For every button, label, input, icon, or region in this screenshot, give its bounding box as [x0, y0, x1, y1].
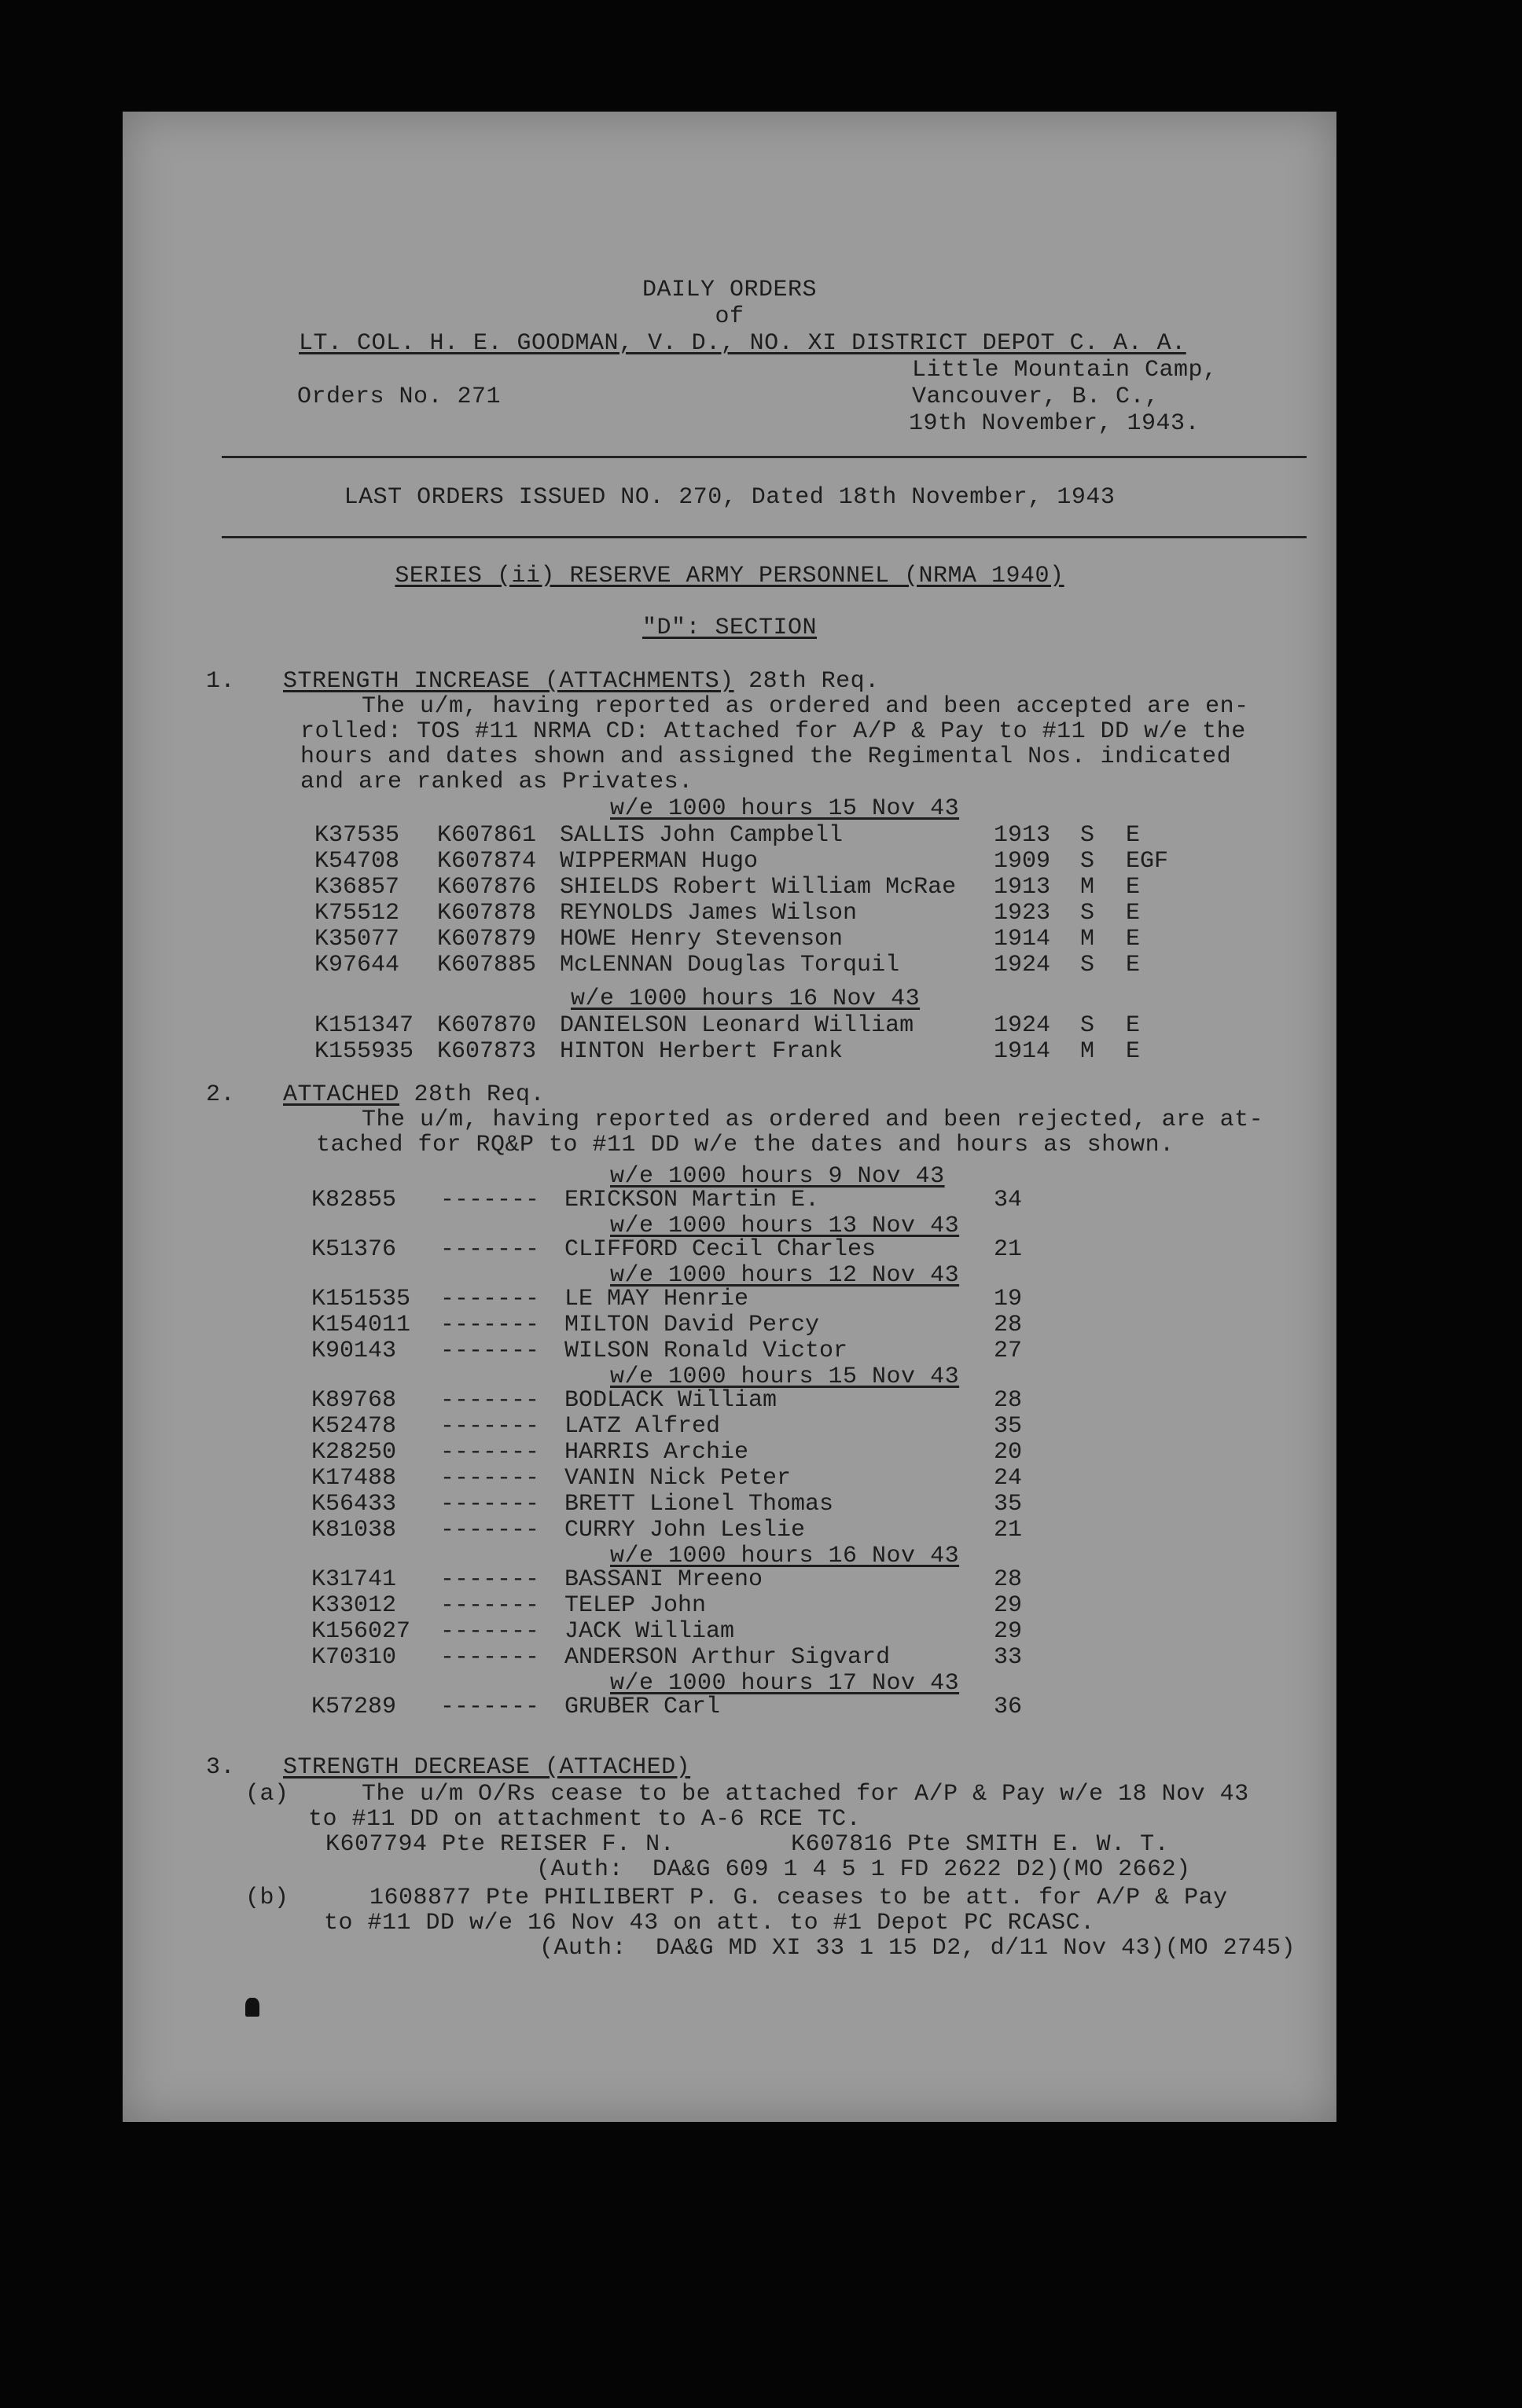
- old-number: K31741: [311, 1566, 397, 1593]
- age: 28: [994, 1312, 1023, 1338]
- dash-filler: -------: [440, 1413, 540, 1440]
- person-name: WIPPERMAN Hugo: [560, 848, 759, 875]
- category: E: [1126, 926, 1141, 953]
- item-3-heading: STRENGTH DECREASE (ATTACHED): [283, 1754, 691, 1781]
- table-row: [123, 874, 1336, 901]
- birth-year: 1909: [994, 848, 1051, 875]
- old-number: K17488: [311, 1465, 397, 1492]
- birth-year: 1923: [994, 900, 1051, 927]
- table-row: [123, 1236, 1336, 1263]
- old-number: K151347: [314, 1012, 414, 1039]
- table-row: [123, 1387, 1336, 1414]
- table-row: [123, 1038, 1336, 1065]
- person-name: ERICKSON Martin E.: [564, 1187, 820, 1213]
- old-number: K37535: [314, 822, 400, 849]
- old-number: K89768: [311, 1387, 397, 1414]
- old-number: K151535: [311, 1286, 411, 1312]
- attached-group-header: w/e 1000 hours 9 Nov 43: [610, 1163, 945, 1190]
- table-row: [123, 1439, 1336, 1466]
- item-3a-line: to #11 DD on attachment to A-6 RCE TC.: [308, 1806, 862, 1833]
- item-2-para-line: The u/m, having reported as ordered and been rejected, are at-: [362, 1107, 1264, 1133]
- item-3a-line: The u/m O/Rs cease to be attached for A/P & Pay w/e 18 Nov 43: [362, 1781, 1249, 1808]
- dash-filler: -------: [440, 1592, 540, 1619]
- item-1-para-line: The u/m, having reported as ordered and been accepted are en-: [362, 693, 1249, 720]
- item-2-heading: ATTACHED: [283, 1081, 400, 1108]
- age: 28: [994, 1566, 1023, 1593]
- attached-group-header: w/e 1000 hours 13 Nov 43: [610, 1213, 960, 1239]
- dash-filler: -------: [440, 1439, 540, 1466]
- old-number: K75512: [314, 900, 400, 927]
- category: E: [1126, 952, 1141, 978]
- regimental-number: K607885: [437, 952, 537, 978]
- old-number: K82855: [311, 1187, 397, 1213]
- item-3a-label: (a): [245, 1781, 289, 1808]
- table-row: [123, 1413, 1336, 1440]
- order-date: 19th November, 1943.: [909, 410, 1200, 437]
- scan-mark: [245, 1998, 259, 2017]
- item-3-number: 3.: [206, 1754, 236, 1781]
- table-row: [123, 952, 1336, 978]
- person-name: BRETT Lionel Thomas: [564, 1491, 834, 1518]
- dash-filler: -------: [440, 1312, 540, 1338]
- regimental-number: K607876: [437, 874, 537, 901]
- regimental-number: K607861: [437, 822, 537, 849]
- marital-status: S: [1080, 822, 1095, 849]
- table-row: [123, 900, 1336, 927]
- table-row: [123, 926, 1336, 953]
- table-row: [123, 1694, 1336, 1720]
- marital-status: S: [1080, 1012, 1095, 1039]
- item-3b-label: (b): [245, 1885, 289, 1911]
- age: 21: [994, 1517, 1023, 1544]
- series-heading: SERIES (ii) RESERVE ARMY PERSONNEL (NRMA 1940): [395, 563, 1064, 589]
- person-name: McLENNAN Douglas Torquil: [560, 952, 900, 978]
- old-number: K57289: [311, 1694, 397, 1720]
- attached-group-header: w/e 1000 hours 15 Nov 43: [610, 1364, 960, 1390]
- last-orders-line: LAST ORDERS ISSUED NO. 270, Dated 18th November, 1943: [344, 484, 1116, 511]
- old-number: K156027: [311, 1618, 411, 1645]
- age: 20: [994, 1439, 1023, 1466]
- person-name: GRUBER Carl: [564, 1694, 721, 1720]
- table-row: [123, 1517, 1336, 1544]
- person-name: REYNOLDS James Wilson: [560, 900, 858, 927]
- marital-status: S: [1080, 900, 1095, 927]
- item-3b-line: 1608877 Pte PHILIBERT P. G. ceases to be att. for A/P & Pay: [369, 1885, 1228, 1911]
- dash-filler: -------: [440, 1286, 540, 1312]
- person-name: BASSANI Mreeno: [564, 1566, 763, 1593]
- marital-status: S: [1080, 952, 1095, 978]
- item-3a-line: K607794 Pte REISER F. N. K607816 Pte SMITH E. W. T.: [325, 1831, 1170, 1858]
- dash-filler: -------: [440, 1465, 540, 1492]
- table-row: [123, 1286, 1336, 1312]
- attached-group-header: w/e 1000 hours 12 Nov 43: [610, 1262, 960, 1289]
- table-row: [123, 1644, 1336, 1671]
- birth-year: 1914: [994, 926, 1051, 953]
- old-number: K70310: [311, 1644, 397, 1671]
- item-3b-line: (Auth: DA&G MD XI 33 1 15 D2, d/11 Nov 43)(MO 2745): [539, 1935, 1296, 1962]
- category: E: [1126, 1038, 1141, 1065]
- age: 33: [994, 1644, 1023, 1671]
- person-name: LE MAY Henrie: [564, 1286, 749, 1312]
- person-name: VANIN Nick Peter: [564, 1465, 792, 1492]
- person-name: HARRIS Archie: [564, 1439, 749, 1466]
- table-row: [123, 1338, 1336, 1364]
- dash-filler: -------: [440, 1517, 540, 1544]
- age: 24: [994, 1465, 1023, 1492]
- old-number: K52478: [311, 1413, 397, 1440]
- person-name: SHIELDS Robert William McRae: [560, 874, 957, 901]
- attached-group-header: w/e 1000 hours 16 Nov 43: [610, 1543, 960, 1569]
- document-page: [123, 112, 1336, 2122]
- age: 29: [994, 1618, 1023, 1645]
- section-heading: "D": SECTION: [642, 615, 818, 641]
- item-3b-line: to #11 DD w/e 16 Nov 43 on att. to #1 Depot PC RCASC.: [324, 1910, 1095, 1936]
- person-name: MILTON David Percy: [564, 1312, 820, 1338]
- item-1-heading-suffix: 28th Req.: [733, 668, 880, 695]
- birth-year: 1924: [994, 1012, 1051, 1039]
- old-number: K35077: [314, 926, 400, 953]
- title-of: of: [715, 303, 744, 330]
- item-1-heading: STRENGTH INCREASE (ATTACHMENTS): [283, 668, 734, 695]
- person-name: ANDERSON Arthur Sigvard: [564, 1644, 891, 1671]
- table-row: [123, 1592, 1336, 1619]
- table-row: [123, 1491, 1336, 1518]
- age: 29: [994, 1592, 1023, 1619]
- regimental-number: K607873: [437, 1038, 537, 1065]
- age: 21: [994, 1236, 1023, 1263]
- old-number: K56433: [311, 1491, 397, 1518]
- marital-status: M: [1080, 1038, 1095, 1065]
- table-row: [123, 1187, 1336, 1213]
- item-1-para-line: rolled: TOS #11 NRMA CD: Attached for A/P & Pay to #11 DD w/e the: [300, 718, 1246, 745]
- person-name: JACK William: [564, 1618, 735, 1645]
- item-1-group-1-header: w/e 1000 hours 15 Nov 43: [610, 795, 960, 822]
- table-row: [123, 848, 1336, 875]
- attached-group-header: w/e 1000 hours 17 Nov 43: [610, 1670, 960, 1697]
- place-line-2: Vancouver, B. C.,: [912, 384, 1160, 410]
- old-number: K97644: [314, 952, 400, 978]
- table-row: [123, 822, 1336, 849]
- dash-filler: -------: [440, 1491, 540, 1518]
- marital-status: M: [1080, 926, 1095, 953]
- birth-year: 1913: [994, 822, 1051, 849]
- dash-filler: -------: [440, 1338, 540, 1364]
- table-row: [123, 1312, 1336, 1338]
- age: 35: [994, 1491, 1023, 1518]
- regimental-number: K607878: [437, 900, 537, 927]
- top-rule: [222, 456, 1307, 458]
- document-title: DAILY ORDERS: [642, 277, 818, 303]
- category: E: [1126, 822, 1141, 849]
- old-number: K54708: [314, 848, 400, 875]
- person-name: HOWE Henry Stevenson: [560, 926, 844, 953]
- category: E: [1126, 900, 1141, 927]
- regimental-number: K607874: [437, 848, 537, 875]
- officer-line: LT. COL. H. E. GOODMAN, V. D., NO. XI DISTRICT DEPOT C. A. A.: [299, 330, 1186, 357]
- dash-filler: -------: [440, 1566, 540, 1593]
- orders-number: Orders No. 271: [297, 384, 502, 410]
- dash-filler: -------: [440, 1644, 540, 1671]
- person-name: WILSON Ronald Victor: [564, 1338, 848, 1364]
- category: EGF: [1126, 848, 1169, 875]
- old-number: K36857: [314, 874, 400, 901]
- dash-filler: -------: [440, 1618, 540, 1645]
- dash-filler: -------: [440, 1236, 540, 1263]
- old-number: K154011: [311, 1312, 411, 1338]
- item-1-para-line: hours and dates shown and assigned the Regimental Nos. indicated: [300, 743, 1232, 770]
- age: 36: [994, 1694, 1023, 1720]
- item-3a-line: (Auth: DA&G 609 1 4 5 1 FD 2622 D2)(MO 2662): [536, 1856, 1191, 1883]
- age: 34: [994, 1187, 1023, 1213]
- table-row: [123, 1618, 1336, 1645]
- second-rule: [222, 536, 1307, 538]
- item-1-heading-line: [283, 668, 880, 695]
- old-number: K33012: [311, 1592, 397, 1619]
- birth-year: 1913: [994, 874, 1051, 901]
- regimental-number: K607870: [437, 1012, 537, 1039]
- person-name: HINTON Herbert Frank: [560, 1038, 844, 1065]
- birth-year: 1914: [994, 1038, 1051, 1065]
- age: 19: [994, 1286, 1023, 1312]
- marital-status: M: [1080, 874, 1095, 901]
- regimental-number: K607879: [437, 926, 537, 953]
- person-name: CLIFFORD Cecil Charles: [564, 1236, 877, 1263]
- table-row: [123, 1012, 1336, 1039]
- item-2-heading-suffix: 28th Req.: [399, 1081, 546, 1108]
- person-name: DANIELSON Leonard William: [560, 1012, 914, 1039]
- age: 27: [994, 1338, 1023, 1364]
- person-name: LATZ Alfred: [564, 1413, 721, 1440]
- item-2-heading-line: [283, 1081, 545, 1108]
- age: 35: [994, 1413, 1023, 1440]
- category: E: [1126, 1012, 1141, 1039]
- age: 28: [994, 1387, 1023, 1414]
- birth-year: 1924: [994, 952, 1051, 978]
- dash-filler: -------: [440, 1387, 540, 1414]
- item-2-number: 2.: [206, 1081, 236, 1108]
- item-2-para-line: tached for RQ&P to #11 DD w/e the dates and hours as shown.: [316, 1132, 1175, 1158]
- marital-status: S: [1080, 848, 1095, 875]
- old-number: K90143: [311, 1338, 397, 1364]
- old-number: K81038: [311, 1517, 397, 1544]
- table-row: [123, 1566, 1336, 1593]
- old-number: K28250: [311, 1439, 397, 1466]
- old-number: K155935: [314, 1038, 414, 1065]
- person-name: CURRY John Leslie: [564, 1517, 806, 1544]
- old-number: K51376: [311, 1236, 397, 1263]
- dash-filler: -------: [440, 1694, 540, 1720]
- person-name: SALLIS John Campbell: [560, 822, 844, 849]
- item-1-group-2-header: w/e 1000 hours 16 Nov 43: [571, 986, 921, 1012]
- dash-filler: -------: [440, 1187, 540, 1213]
- person-name: TELEP John: [564, 1592, 707, 1619]
- table-row: [123, 1465, 1336, 1492]
- person-name: BODLACK William: [564, 1387, 778, 1414]
- category: E: [1126, 874, 1141, 901]
- item-1-number: 1.: [206, 668, 236, 695]
- item-1-para-line: and are ranked as Privates.: [300, 769, 693, 795]
- place-line-1: Little Mountain Camp,: [912, 357, 1218, 384]
